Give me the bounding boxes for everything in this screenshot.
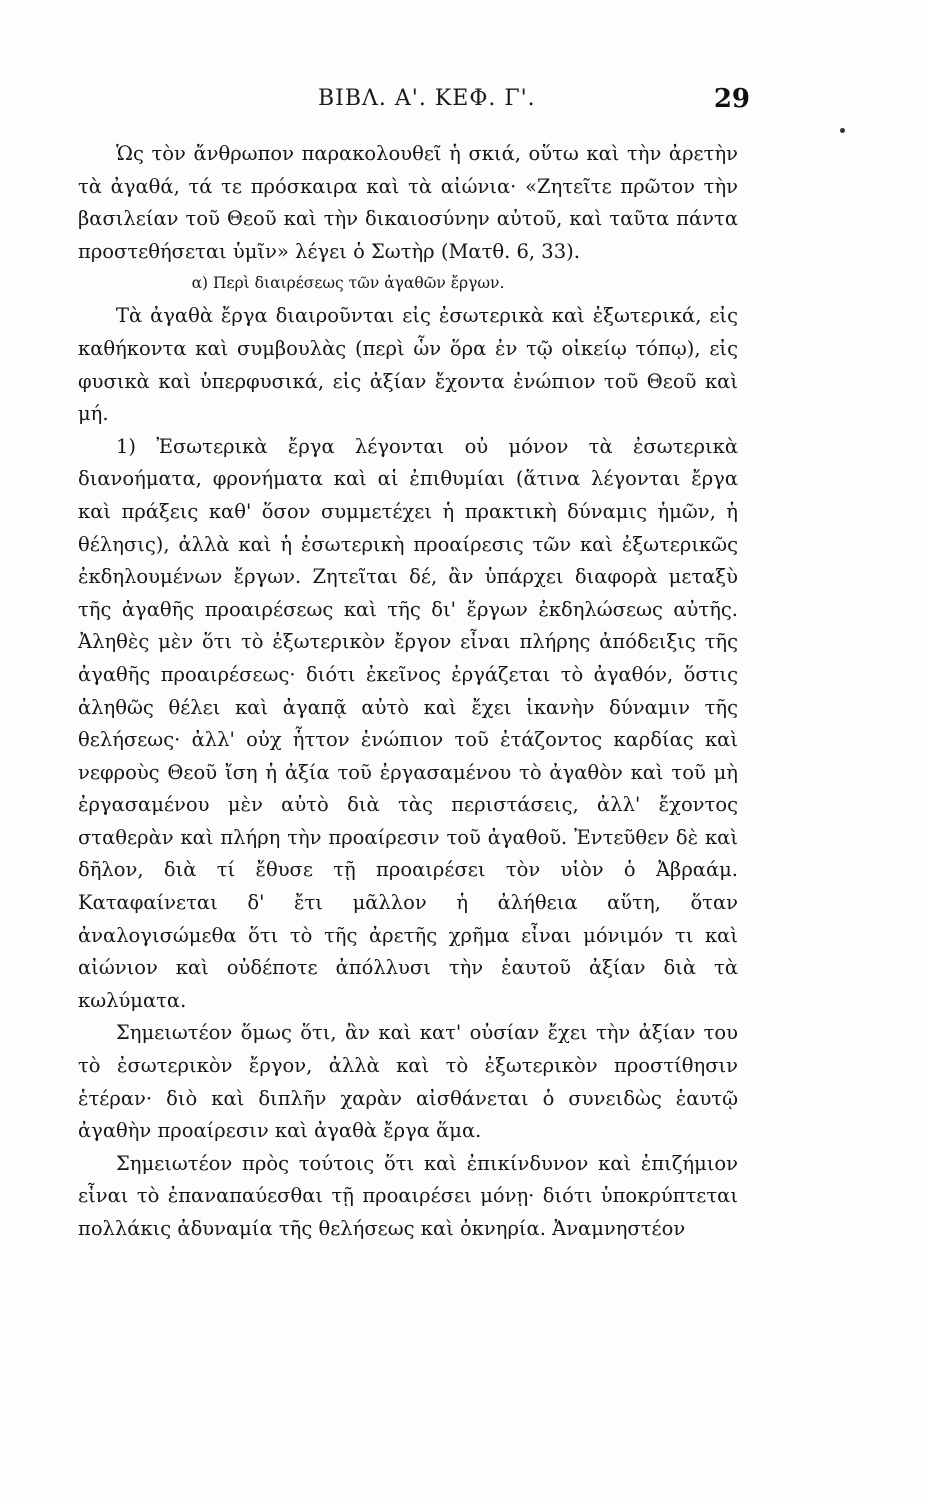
- running-head: [110, 86, 750, 126]
- running-title: ΒΙΒΛ. Α'. ΚΕΦ. Γ'.: [318, 86, 536, 111]
- paragraph-3: 1) Ἐσωτερικὰ ἔργα λέγονται οὐ μόνον τὰ ἐσωτερικὰ διανοήματα, φρονήματα καὶ αἱ ἐπιθυμίαι (ἅτινα λέγονται ἔργα καὶ πράξεις καθ' ὅσον συμμετέχει ἡ πρακτικὴ δύναμις ἡμῶν, ἡ θέλησις), ἀλλὰ καὶ ἡ ἐσωτερικὴ προαίρεσις τῶν καὶ ἐξωτερικῶς ἐκδηλουμένων ἔργων. Ζητεῖται δέ, ἂν ὑπάρχει διαφορὰ μεταξὺ τῆς ἀγαθῆς προαιρέσεως καὶ τῆς δι' ἔργων ἐκδηλώσεως αὐτῆς. Ἀληθὲς μὲν ὅτι τὸ ἐξωτερικὸν ἔργον εἶναι πλήρης ἀπόδειξις τῆς ἀγαθῆς προαιρέσεως· διότι ἐκεῖνος ἐργάζεται τὸ ἀγαθόν, ὅστις ἀληθῶς θέλει καὶ ἀγαπᾷ αὐτὸ καὶ ἔχει ἱκανὴν δύναμιν τῆς θελήσεως· ἀλλ' οὐχ ἧττον ἐνώπιον τοῦ ἐτάζοντος καρδίας καὶ νεφροὺς Θεοῦ ἴση ἡ ἀξία τοῦ ἐργασαμένου τὸ ἀγαθὸν καὶ τοῦ μὴ ἐργασαμένου μὲν αὐτὸ διὰ τὰς περιστάσεις, ἀλλ' ἔχοντος σταθερὰν καὶ πλήρη τὴν προαίρεσιν τοῦ ἀγαθοῦ. Ἐντεῦθεν δὲ καὶ δῆλον, διὰ τί ἔθυσε τῇ προαιρέσει τὸν υἱὸν ὁ Ἀβραάμ. Καταφαίνεται δ' ἔτι μᾶλλον ἡ ἀλήθεια αὕτη, ὅταν ἀναλογισώμεθα ὅτι τὸ τῆς ἀρετῆς χρῆμα εἶναι μόνιμόν τι καὶ αἰώνιον καὶ οὐδέποτε ἀπόλλυσι τὴν ἑαυτοῦ ἀξίαν διὰ τὰ κωλύματα.: [78, 434, 738, 1012]
- paragraph-1: Ὡς τὸν ἄνθρωπον παρακολουθεῖ ἡ σκιά, οὕτω καὶ τὴν ἀρετὴν τὰ ἀγαθά, τά τε πρόσκαιρα καὶ τὰ αἰώνια· «Ζητεῖτε πρῶτον τὴν βασιλείαν τοῦ Θεοῦ καὶ τὴν δικαιοσύνην αὐτοῦ, καὶ ταῦτα πάντα προστεθήσεται ὑμῖν» λέγει ὁ Σωτὴρ (Ματθ. 6, 33).: [78, 142, 738, 263]
- ink-speck: [840, 128, 845, 133]
- paragraph-5: Σημειωτέον πρὸς τούτοις ὅτι καὶ ἐπικίνδυνον καὶ ἐπιζήμιον εἶναι τὸ ἐπαναπαύεσθαι τῇ προαιρέσει μόνῃ· διότι ὑποκρύπτεται πολλάκις ἀδυναμία τῆς θελήσεως καὶ ὀκνηρία. Ἀναμνηστέον: [78, 1151, 738, 1240]
- page-number: 29: [713, 84, 750, 114]
- paragraph-4: Σημειωτέον ὅμως ὅτι, ἂν καὶ κατ' οὐσίαν ἔχει τὴν ἀξίαν του τὸ ἐσωτερικὸν ἔργον, ἀλλὰ καὶ τὸ ἐξωτερικὸν προστίθησιν ἑτέραν· διὸ καὶ διπλῆν χαρὰν αἰσθάνεται ὁ συνειδὼς ἑαυτῷ ἀγαθὴν προαίρεσιν καὶ ἀγαθὰ ἔργα ἅμα.: [78, 1021, 738, 1143]
- body-text: [78, 138, 738, 1246]
- section-heading: α) Περὶ διαιρέσεως τῶν ἀγαθῶν ἔργων.: [191, 274, 505, 293]
- paragraph-2: Τὰ ἀγαθὰ ἔργα διαιροῦνται εἰς ἐσωτερικὰ καὶ ἐξωτερικά, εἰς καθήκοντα καὶ συμβουλὰς (περὶ ὧν ὅρα ἐν τῷ οἰκείῳ τόπῳ), εἰς φυσικὰ καὶ ὑπερφυσικά, εἰς ἀξίαν ἔχοντα ἐνώπιον τοῦ Θεοῦ καὶ μή.: [78, 304, 738, 426]
